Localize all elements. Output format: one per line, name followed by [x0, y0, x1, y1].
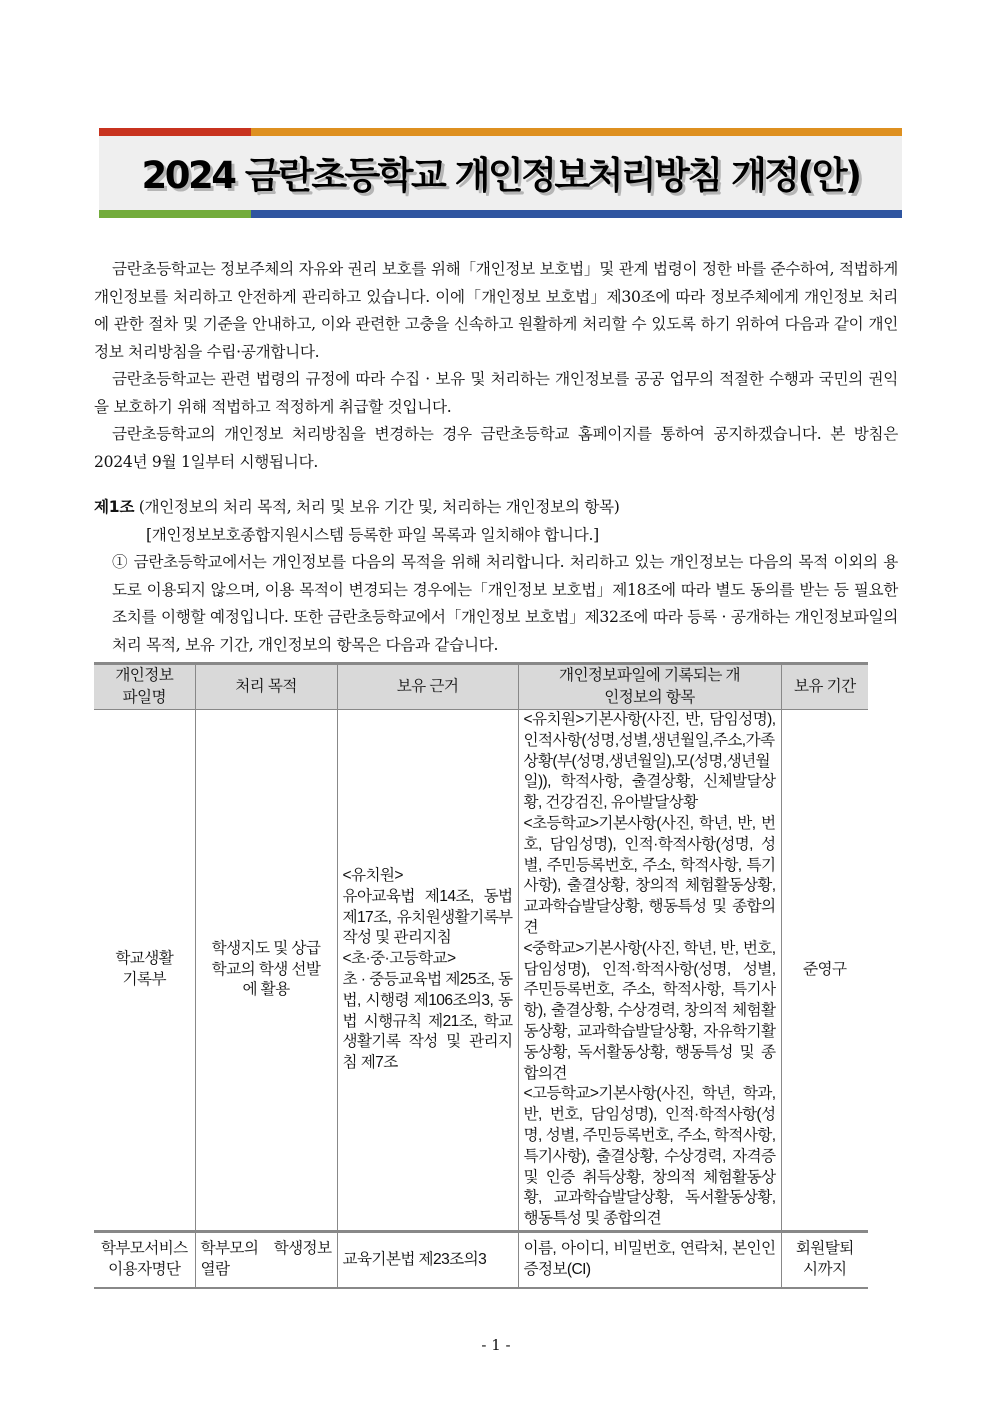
header-items: 개인정보파일에 기록되는 개인정보의 항목 — [518, 664, 781, 710]
items-kindergarten: <유치원>기본사항(사진, 반, 담임성명), 인적사항(성명,성별,생년월일,주소,가족상황(부(성명,생년월일),모(성명,생년월일)), 학적사항, 출결상황, 신체발달상황, 건강검진, 유아발달상황 — [523, 711, 776, 812]
intro-paragraph: 금란초등학교는 관련 법령의 규정에 따라 수집 · 보유 및 처리하는 개인정보를 공공 업무의 적절한 수행과 국민의 권익을 보호하기 위해 적법하고 적정하게 취급할 것입니다. — [94, 370, 898, 416]
article-title: (개인정보의 처리 목적, 처리 및 보유 기간 및, 처리하는 개인정보의 항목) — [138, 498, 620, 516]
page-title: 2024 금란초등학교 개인정보처리방침 개정(안) — [141, 154, 860, 197]
cell-file-name: 학부모서비스 이용자명단 — [94, 1231, 195, 1288]
article-note: [개인정보보호종합지원시스템 등록한 파일 목록과 일치해야 합니다.] — [146, 525, 599, 544]
article-item-1: ① 금란초등학교에서는 개인정보를 다음의 목적을 위해 처리합니다. 처리하고 있는 개인정보는 다음의 목적 이외의 용도로 이용되지 않으며, 이용 목적이 변경되는 경우에는「개인정보 보호법」제18조에 따라 별도 동의를 받는 등 필요한 조치를 이행할 예정입니다. 또한 금란초등학교에서「개인정보 보호법」제32조에 따라 등록 · 공개하는 개인정보파일의 처리 목적, 보유 기간, 개인정보의 항목은 다음과 같습니다. — [112, 553, 898, 654]
bottom-bar-green — [99, 210, 251, 218]
header-basis: 보유 근거 — [337, 664, 518, 710]
cell-items: 이름, 아이디, 비밀번호, 연락처, 본인인증정보(CI) — [518, 1231, 781, 1288]
bottom-bar-blue — [251, 210, 902, 218]
items-middle: <중학교>기본사항(사진, 학년, 반, 번호, 담임성명), 인적·학적사항(성명, 성별, 주민등록번호, 주소, 학적사항, 특기사항), 출결상황, 수상경력, 창의적 체험활동상황, 교과학습발달상황, 자유학기활동상황, 독서활동상황, 행동특성 및 종합의견 — [523, 939, 776, 1082]
article-number: 제1조 — [94, 498, 135, 516]
basis-line: <유치원> — [342, 866, 403, 884]
header-period: 보유 기간 — [781, 664, 868, 710]
intro-section — [94, 256, 898, 476]
items-elementary: <초등학교>기본사항(사진, 학년, 반, 번호, 담임성명), 인적·학적사항(성명, 성별, 주민등록번호, 주소, 학적사항, 특기사항), 출결상황, 창의적 체험활동상황, 교과학습발달상황, 행동특성 및 종합의견 — [523, 814, 776, 936]
title-banner — [99, 128, 902, 218]
intro-paragraph: 금란초등학교는 정보주체의 자유와 권리 보호를 위해「개인정보 보호법」및 관계 법령이 정한 바를 준수하여, 적법하게 개인정보를 처리하고 안전하게 관리하고 있습니다. 이에「개인정보 보호법」제30조에 따라 정보주체에게 개인정보 처리에 관한 절차 및 기준을 안내하고, 이와 관련한 고충을 신속하고 원활하게 처리할 수 있도록 하기 위하여 다음과 같이 개인정보 처리방침을 수립·공개합니다. — [94, 260, 898, 361]
cell-file-name: 학교생활 기록부 — [94, 710, 195, 1232]
top-bar-red — [99, 128, 251, 136]
cell-basis: 교육기본법 제23조의3 — [337, 1231, 518, 1288]
cell-basis — [337, 710, 518, 1232]
basis-line: 유아교육법 제14조, 동법 제17조, 유치원생활기록부 작성 및 관리지침 — [342, 887, 513, 947]
cell-items — [518, 710, 781, 1232]
table-header-row — [94, 664, 868, 710]
intro-paragraph: 금란초등학교의 개인정보 처리방침을 변경하는 경우 금란초등학교 홈페이지를 통하여 공지하겠습니다. 본 방침은 2024년 9월 1일부터 시행됩니다. — [94, 425, 898, 471]
article-heading — [94, 494, 898, 522]
article-1 — [94, 494, 898, 659]
basis-line: <초·중·고등학교> — [342, 950, 456, 968]
header-file-name: 개인정보 파일명 — [94, 664, 195, 710]
cell-purpose: 학생지도 및 상급학교의 학생 선발에 활용 — [195, 710, 337, 1232]
cell-period: 준영구 — [781, 710, 868, 1232]
items-high: <고등학교>기본사항(사진, 학년, 학과, 반, 번호, 담임성명), 인적·학적사항(성명, 성별, 주민등록번호, 주소, 학적사항, 특기사항), 출결상황, 수상경력, 자격증 및 인증 취득상황, 창의적 체험활동상황, 교과학습발달상황, 독서활동상황, 행동특성 및 종합의견 — [523, 1085, 776, 1228]
page-number: - 1 - — [481, 1336, 511, 1354]
personal-info-file-table — [94, 662, 868, 1289]
top-bar-orange — [251, 128, 902, 136]
header-purpose: 처리 목적 — [195, 664, 337, 710]
basis-line: 초 · 중등교육법 제25조, 동법, 시행령 제106조의3, 동법 시행규칙 제21조, 학교생활기록 작성 및 관리지침 제7조 — [342, 970, 513, 1072]
table-row — [94, 1231, 868, 1288]
cell-purpose: 학부모의 학생정보 열람 — [195, 1231, 337, 1288]
table-row — [94, 710, 868, 1232]
cell-period: 회원탈퇴 시까지 — [781, 1231, 868, 1288]
